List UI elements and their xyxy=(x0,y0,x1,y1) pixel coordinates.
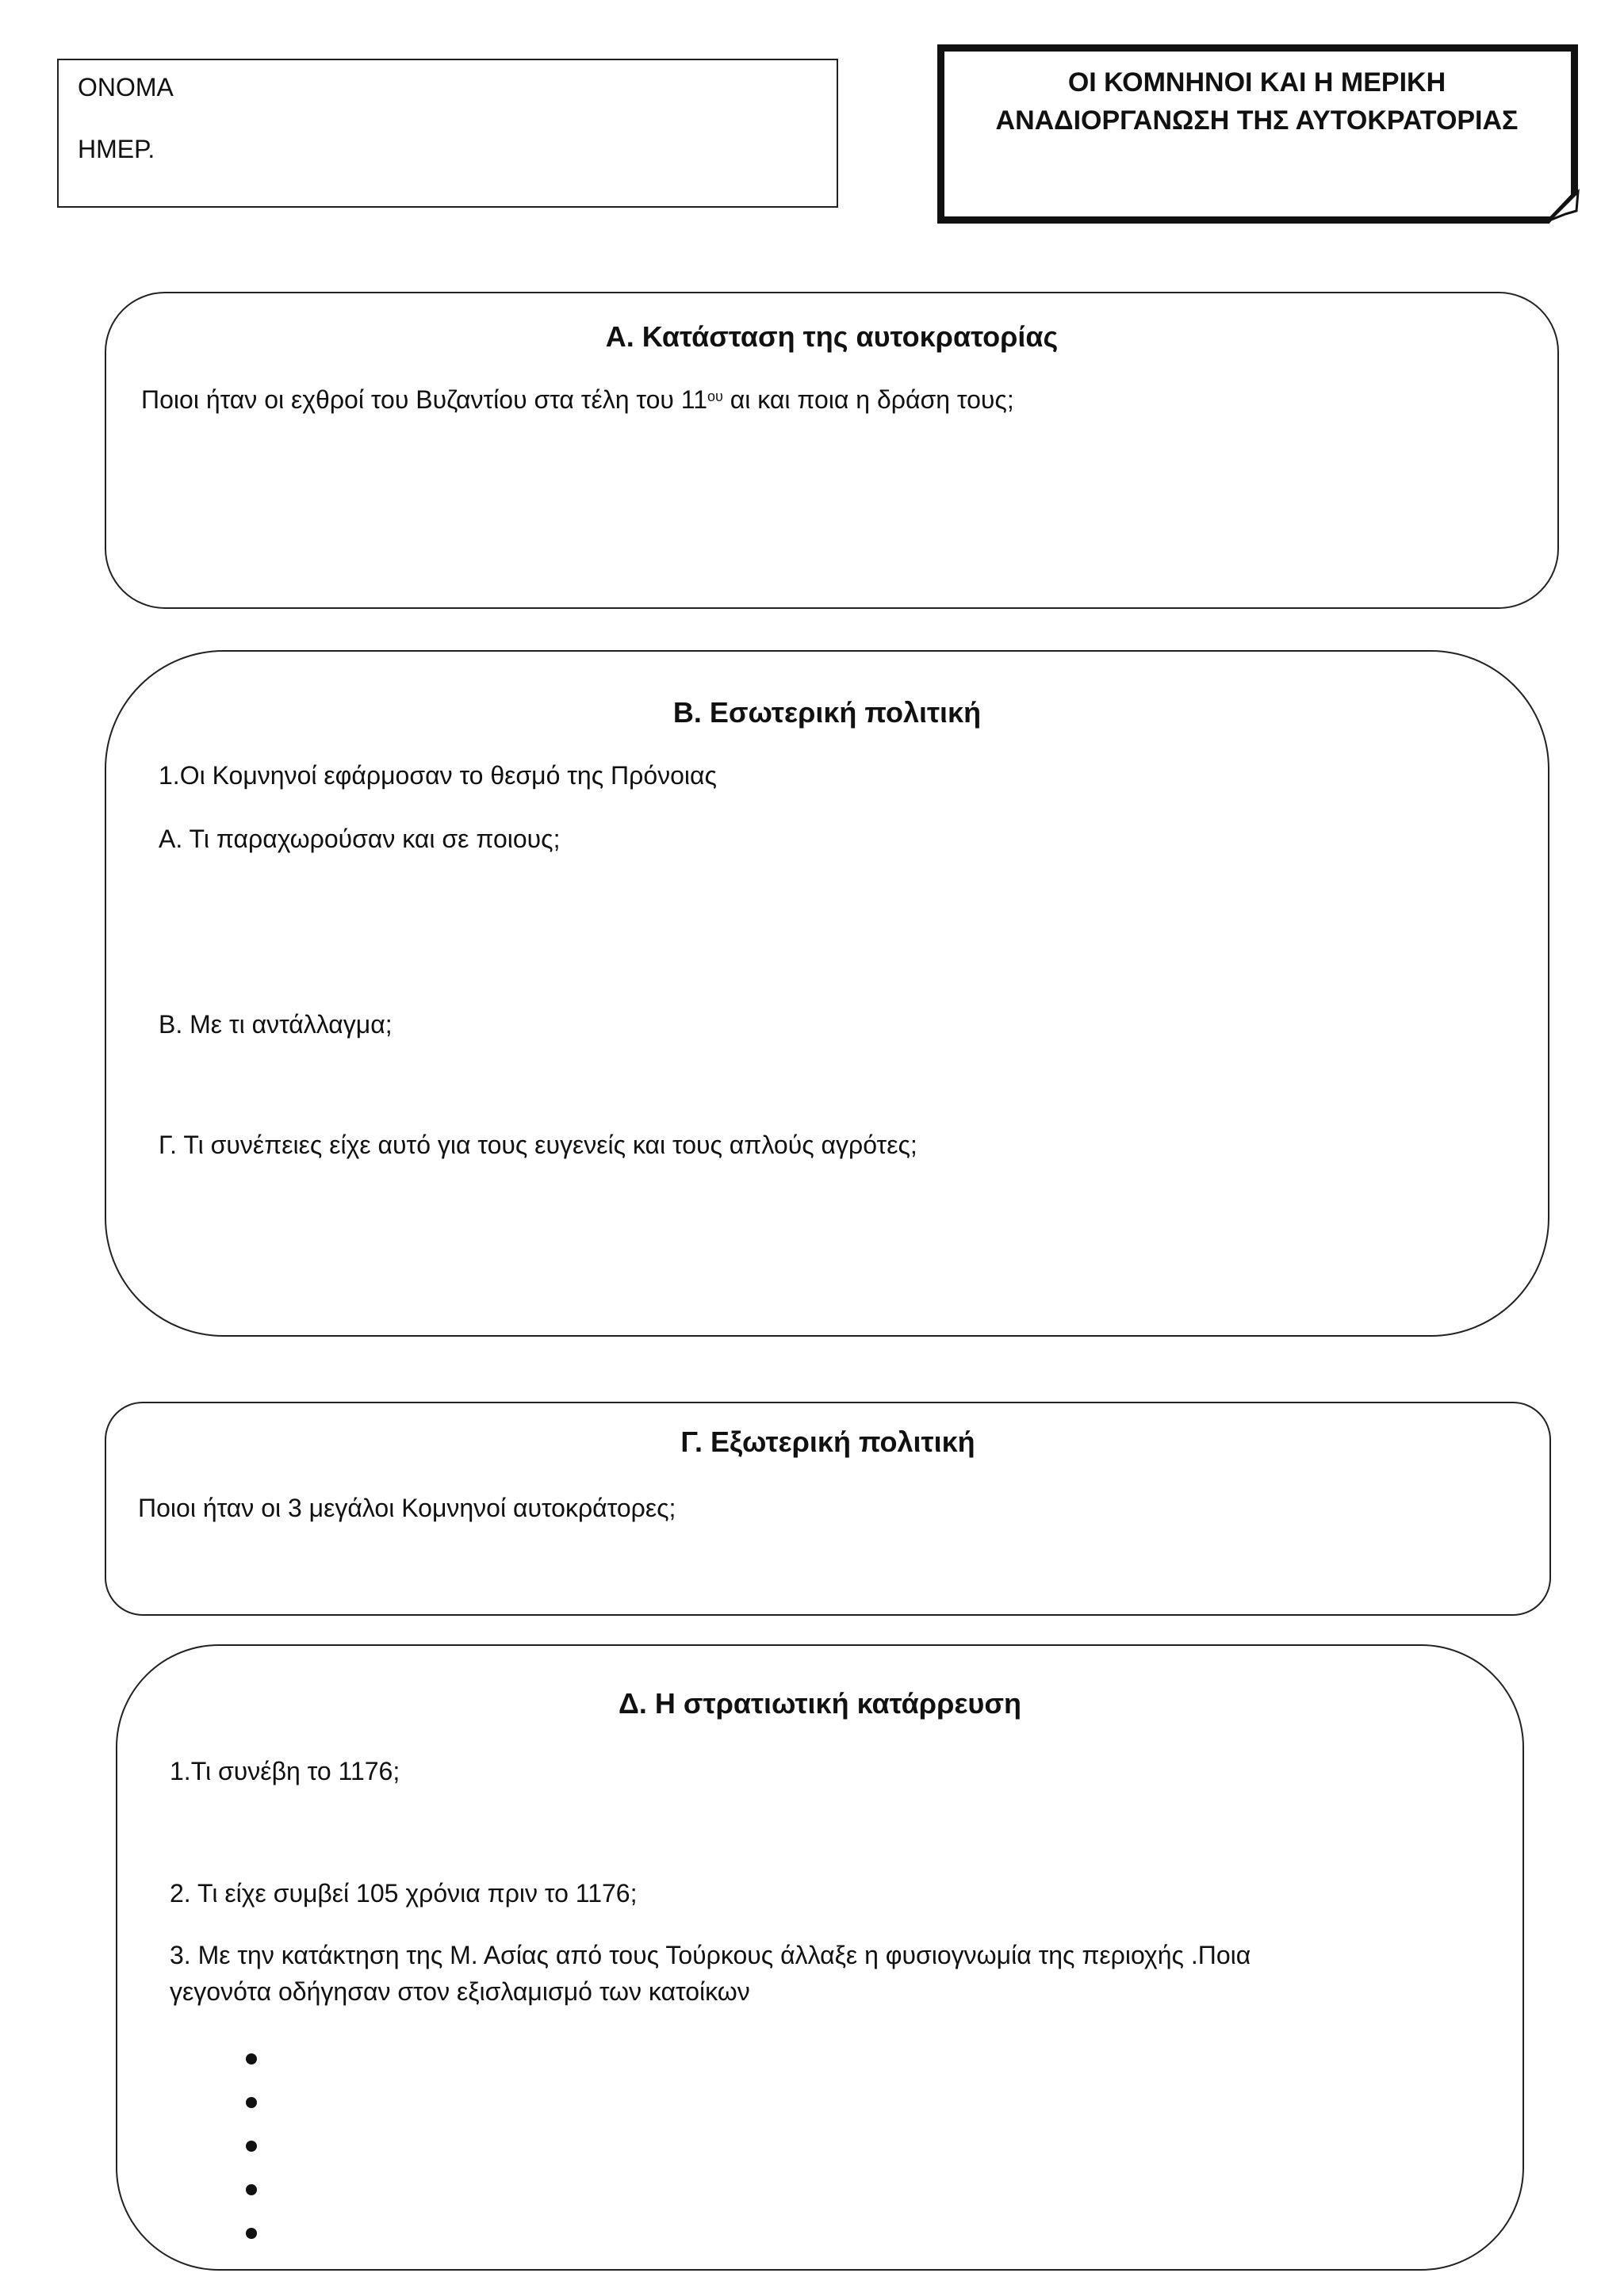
section-c-box xyxy=(105,1402,1551,1616)
bullet-point xyxy=(246,2053,257,2064)
section-b-question-c: Γ. Τι συνέπειες είχε αυτό για τους ευγενείς και τους απλούς αγρότες; xyxy=(159,1131,917,1159)
bullet-point xyxy=(246,2097,257,2108)
section-d-box xyxy=(116,1644,1524,2271)
section-a-question-1 xyxy=(141,382,1014,417)
section-b-question-b: Β. Με τι αντάλλαγμα; xyxy=(159,1010,393,1039)
section-a-box xyxy=(105,292,1559,609)
q-text: Ποιοι ήταν οι εχθροί του Βυζαντίου στα τέλη του 11 xyxy=(141,385,707,414)
section-d-question-2: 2. Τι είχε συμβεί 105 χρόνια πριν το 1176; xyxy=(170,1879,638,1908)
section-b-title: Β. Εσωτερική πολιτική xyxy=(672,696,982,729)
section-d-question-3-line-1: 3. Με την κατάκτηση της Μ. Ασίας από τους Τούρκους άλλαξε η φυσιογνωμία της περιοχής .Ποια xyxy=(170,1941,1251,1969)
name-label: ΟΝΟΜΑ xyxy=(78,73,174,101)
section-d-title: Δ. Η στρατιωτική κατάρρευση xyxy=(619,1687,1021,1720)
section-d-question-3-line-2: γεγονότα οδήγησαν στον εξισλαμισμό των κατοίκων xyxy=(170,1977,750,2006)
date-label: ΗΜΕΡ. xyxy=(78,135,155,163)
section-c-question-1: Ποιοι ήταν οι 3 μεγάλοι Κομνηνοί αυτοκράτορες; xyxy=(138,1494,676,1522)
title-line-2: ΑΝΑΔΙΟΡΓΑΝΩΣΗ ΤΗΣ ΑΥΤΟΚΡΑΤΟΡΙΑΣ xyxy=(995,105,1519,136)
bullet-point xyxy=(246,2141,257,2152)
bullet-point xyxy=(246,2184,257,2195)
section-a-title: Α. Κατάσταση της αυτοκρατορίας xyxy=(605,320,1059,353)
section-d-question-1: 1.Τι συνέβη το 1176; xyxy=(170,1757,400,1785)
name-date-box xyxy=(57,59,838,208)
superscript: ου xyxy=(707,388,723,404)
worksheet-title xyxy=(948,63,1566,140)
section-b-question-a: Α. Τι παραχωρούσαν και σε ποιους; xyxy=(159,825,561,853)
section-b-box xyxy=(105,650,1549,1337)
title-line-1: ΟΙ ΚΟΜΝΗΝΟΙ ΚΑΙ Η ΜΕΡΙΚΗ xyxy=(1067,67,1446,98)
q-text: αι και ποια η δράση τους; xyxy=(722,385,1014,414)
section-c-title: Γ. Εξωτερική πολιτική xyxy=(680,1425,975,1458)
page-curl-icon xyxy=(1546,187,1581,224)
bullet-point xyxy=(246,2228,257,2239)
section-b-question-1: 1.Οι Κομνηνοί εφάρμοσαν το θεσμό της Πρόνοιας xyxy=(159,761,717,790)
